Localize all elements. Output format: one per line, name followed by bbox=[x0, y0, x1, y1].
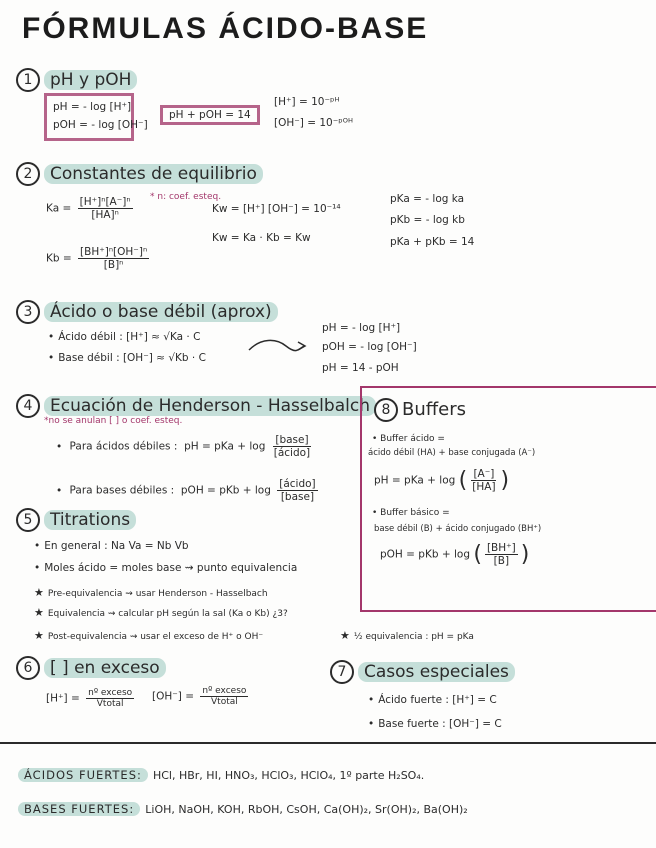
coef-note: * n: coef. esteq. bbox=[150, 192, 222, 202]
poh-from-oh: pOH = - log [OH⁻] bbox=[322, 341, 417, 353]
page-title: FÓRMULAS ÁCIDO-BASE bbox=[22, 12, 429, 45]
section-number: 1 bbox=[16, 68, 40, 92]
acid-buffer-formula: pH = pKa + log ( $\frac{[A^-]}{[HA]}$ ) bbox=[374, 468, 510, 493]
acid-buffer-desc: ácido débil (HA) + base conjugada (A⁻) bbox=[368, 448, 536, 458]
section-1-heading: 1 pH y pOH bbox=[16, 68, 137, 92]
kw-formula: Kw = [H⁺] [OH⁻] = 10⁻¹⁴ bbox=[212, 203, 341, 215]
kw-ka-kb-formula: Kw = Ka · Kb = Kw bbox=[212, 232, 311, 244]
half-equivalence: ★ ½ equivalencia : pH = pKa bbox=[340, 629, 474, 642]
ph-from-poh: pH = 14 - pOH bbox=[322, 362, 399, 374]
oh-excess-formula: [OH⁻] = $\frac{\text{nº exceso}}{\text{Vtotal}}$ bbox=[152, 686, 247, 707]
section-6-heading: 6 [ ] en exceso bbox=[16, 656, 166, 680]
pka-pkb-sum: pKa + pKb = 14 bbox=[390, 236, 475, 248]
ph-from-h: pH = - log [H⁺] bbox=[322, 322, 401, 334]
weak-base-formula: • Base débil : [OH⁻] ≈ √Kb · C bbox=[48, 352, 206, 364]
hh-note: *no se anulan [ ] o coef. esteq. bbox=[44, 416, 183, 426]
pkb-formula: pKb = - log kb bbox=[390, 214, 465, 226]
curved-arrow-icon bbox=[246, 336, 308, 356]
ph-poh-sum-box: pH + pOH = 14 bbox=[160, 105, 260, 125]
ph-formula-box: pH = - log [H⁺] pOH = - log [OH⁻] bbox=[44, 93, 134, 141]
strong-acid-case: • Ácido fuerte : [H⁺] = C bbox=[368, 694, 497, 706]
strong-bases-row: BASES FUERTES: LiOH, NaOH, KOH, RbOH, CsOH, Ca(OH)₂, Sr(OH)₂, Ba(OH)₂ bbox=[18, 798, 468, 817]
kb-formula: Kb = $\frac{\text{[BH⁺]ⁿ[OH⁻]ⁿ}}{\text{[B]ⁿ}}$ bbox=[46, 246, 148, 271]
basic-buffer-desc: base débil (B) + ácido conjugado (BH⁺) bbox=[374, 524, 542, 534]
divider bbox=[0, 742, 656, 744]
titration-pre-equivalence: ★ Pre-equivalencia ⇝ usar Henderson - Hasselbach bbox=[34, 586, 268, 599]
titration-moles: • Moles ácido = moles base ⇝ punto equivalencia bbox=[34, 562, 297, 574]
h-concentration-formula: [H⁺] = 10⁻ᵖᴴ bbox=[274, 96, 340, 108]
section-2-heading: 2 Constantes de equilibrio bbox=[16, 162, 263, 186]
acid-buffer-title: • Buffer ácido = bbox=[372, 434, 445, 444]
pka-formula: pKa = - log ka bbox=[390, 193, 465, 205]
basic-buffer-formula: pOH = pKb + log ( $\frac{[BH^+]}{[B]}$ ) bbox=[380, 542, 530, 567]
section-7-heading: 7 Casos especiales bbox=[330, 660, 515, 684]
titration-equivalence: ★ Equivalencia ⇝ calcular pH según la sal (Ka o Kb) ¿3? bbox=[34, 606, 288, 619]
titration-post-equivalence: ★ Post-equivalencia ⇝ usar el exceso de H⁺ o OH⁻ bbox=[34, 629, 263, 642]
basic-buffer-title: • Buffer básico = bbox=[372, 508, 450, 518]
hh-base-formula: • Para bases débiles : pOH = pKb + log $\frac{\text{[ácido]}}{\text{[base]}}$ bbox=[56, 478, 321, 503]
buffers-box bbox=[360, 386, 656, 612]
strong-base-case: • Base fuerte : [OH⁻] = C bbox=[368, 718, 502, 730]
section-5-heading: 5 Titrations bbox=[16, 508, 136, 532]
titration-general: • En general : Na Va = Nb Vb bbox=[34, 540, 189, 552]
h-excess-formula: [H⁺] = $\frac{\text{nº exceso}}{\text{Vtotal}}$ bbox=[46, 688, 133, 709]
weak-acid-formula: • Ácido débil : [H⁺] ≈ √Ka · C bbox=[48, 331, 200, 343]
hh-acid-formula: • Para ácidos débiles : pH = pKa + log $\frac{\text{[base]}}{\text{[ácido]}}$ bbox=[56, 434, 315, 459]
ka-formula: Ka = $\frac{\text{[H⁺]ⁿ[A⁻]ⁿ}}{\text{[HA]ⁿ}}$ bbox=[46, 196, 131, 221]
oh-concentration-formula: [OH⁻] = 10⁻ᵖᴼᴴ bbox=[274, 117, 353, 129]
strong-acids-row: ÁCIDOS FUERTES: HCl, HBr, HI, HNO₃, HClO₃, HClO₄, 1º parte H₂SO₄. bbox=[18, 764, 424, 783]
section-8-heading: 8 Buffers bbox=[374, 398, 466, 422]
section-4-heading: 4 Ecuación de Henderson - Hasselbalch bbox=[16, 394, 376, 418]
section-3-heading: 3 Ácido o base débil (aprox) bbox=[16, 300, 278, 324]
